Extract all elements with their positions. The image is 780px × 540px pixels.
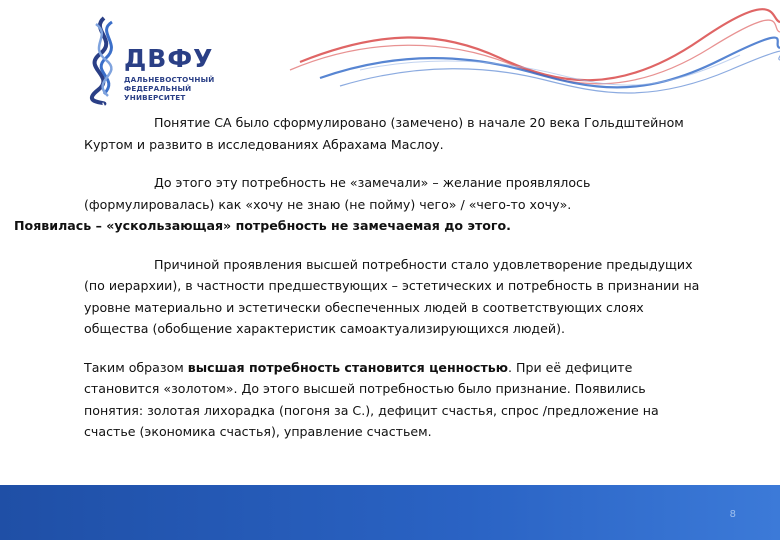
logo-name-line-1: ДАЛЬНЕВОСТОЧНЫЙ [124,75,215,84]
paragraph-3-text: Причиной проявления высшей потребности стало удовлетворение предыдущих (по иерархии), в частности предшествующих – эстетических и потребность в признании на уровне материально и эстетически обеспеченных людей в соответствующих слоях общества (обобщение характеристик самоактуализирующихся людей). [84,256,700,336]
paragraph-2-text: До этого эту потребность не «замечали» – желание проявлялось (формулировалась) как «хочу не знаю (не пойму) чего» / «чего-то хочу». [84,175,591,212]
slide-body [14,112,704,460]
paragraph-2-bold: Появилась – «ускользающая» потребность не замечаемая до этого. [14,218,511,233]
paragraph-3 [84,254,704,340]
footer-band [0,485,780,540]
paragraph-4-end: . При её дефиците становится «золотом». До этого высшей потребностью было признание. Появились понятия: золотая лихорадка (погоня за С.), дефицит счастья, спрос /предложение на счастье (экономика счастья), управление счастьем. [84,359,659,439]
page-number: 8 [729,509,736,520]
logo-name-line-3: УНИВЕРСИТЕТ [124,93,186,102]
university-logo [82,14,215,106]
logo-name-line-2: ФЕДЕРАЛЬНЫЙ [124,84,192,93]
logo-university-name [124,75,215,102]
paragraph-4-start: Таким образом [84,359,188,375]
paragraph-1-text: Понятие СА было сформулировано (замечено) в начале 20 века Гольдштейном Куртом и развито в исследованиях Абрахама Маслоу. [84,115,684,152]
paragraph-4-bold: высшая потребность становится ценностью [187,359,508,375]
logo-abbreviation: ДВФУ [124,44,214,73]
paragraph-1 [84,112,704,155]
logo-helix-icon [82,14,124,106]
paragraph-2 [14,172,704,237]
paragraph-4 [84,357,704,443]
